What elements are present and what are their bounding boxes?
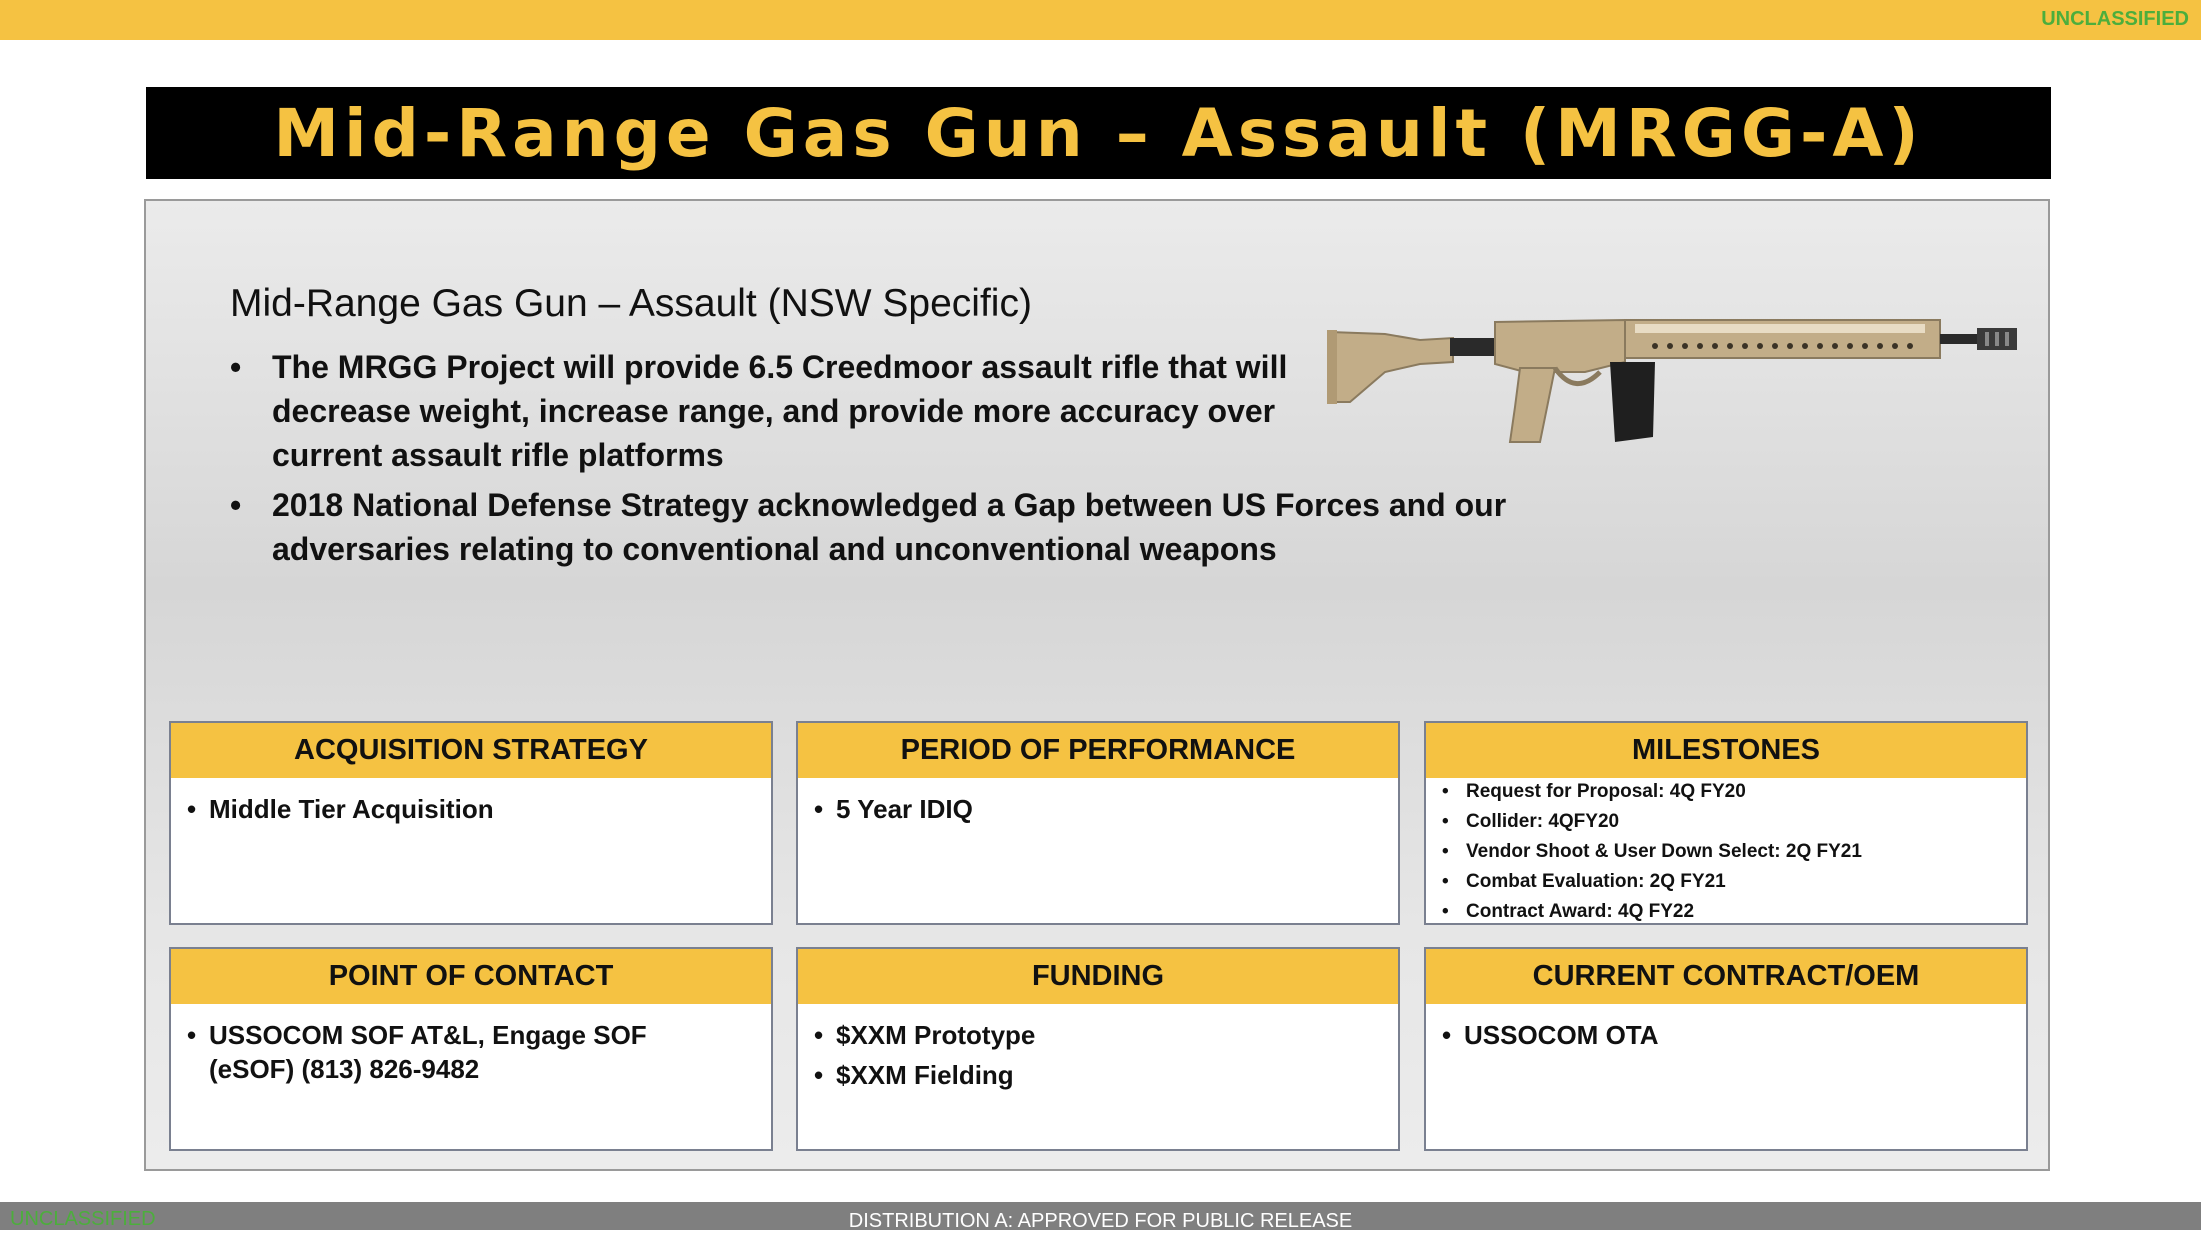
distribution-statement: DISTRIBUTION A: APPROVED FOR PUBLIC RELEASE	[848, 1210, 1353, 1232]
milestones-box	[1424, 721, 2028, 925]
current-contract-box	[1424, 947, 2028, 1151]
acquisition-strategy-list	[171, 778, 771, 826]
period-of-performance-box	[796, 721, 1400, 925]
list-item: • $XXM Prototype	[814, 1018, 1398, 1052]
funding-box	[796, 947, 1400, 1151]
current-contract-heading: CURRENT CONTRACT/OEM	[1426, 949, 2026, 1004]
milestones-list	[1426, 778, 2026, 924]
overview-bullet-text: 2018 National Defense Strategy acknowledged a Gap between US Forces and our adversaries relating to conventional and unconventional weapons	[272, 487, 1507, 567]
point-of-contact-list	[171, 1004, 771, 1086]
overview-bullet-text: The MRGG Project will provide 6.5 Creedmoor assault rifle that will decrease weight, increase range, and provide more accuracy over current assault rifle platforms	[272, 349, 1288, 473]
overview-subtitle: Mid-Range Gas Gun – Assault (NSW Specific)	[230, 282, 1032, 325]
list-item: • Combat Evaluation: 2Q FY21	[1442, 870, 2026, 894]
period-of-performance-heading: PERIOD OF PERFORMANCE	[798, 723, 1398, 778]
list-item: • $XXM Fielding	[814, 1058, 1398, 1092]
list-item: • Vendor Shoot & User Down Select: 2Q FY21	[1442, 840, 2026, 864]
list-item: • USSOCOM SOF AT&L, Engage SOF (eSOF) (813) 826-9482	[187, 1018, 729, 1086]
page-title: Mid-Range Gas Gun – Assault (MRGG-A)	[273, 94, 1924, 172]
acquisition-strategy-box	[169, 721, 773, 925]
overview-bullet	[230, 483, 1572, 571]
bullet-icon: •	[230, 487, 242, 523]
list-item: • Middle Tier Acquisition	[187, 792, 771, 826]
title-banner	[146, 87, 2051, 179]
milestones-heading: MILESTONES	[1426, 723, 2026, 778]
classification-marking-bottom: UNCLASSIFIED	[10, 1208, 156, 1230]
acquisition-strategy-heading: ACQUISITION STRATEGY	[171, 723, 771, 778]
bullet-icon: •	[230, 349, 242, 385]
classification-marking-top: UNCLASSIFIED	[2041, 8, 2189, 30]
list-item: • Request for Proposal: 4Q FY20	[1442, 780, 2026, 804]
list-item: • Collider: 4QFY20	[1442, 810, 2026, 834]
funding-list	[798, 1004, 1398, 1092]
overview-bullet	[230, 345, 1322, 477]
point-of-contact-heading: POINT OF CONTACT	[171, 949, 771, 1004]
list-item: • Contract Award: 4Q FY22	[1442, 900, 2026, 924]
rifle-image	[1325, 302, 2025, 482]
list-item: • USSOCOM OTA	[1442, 1018, 2026, 1052]
list-item: • 5 Year IDIQ	[814, 792, 1398, 826]
funding-heading: FUNDING	[798, 949, 1398, 1004]
current-contract-list	[1426, 1004, 2026, 1052]
top-classification-bar	[0, 0, 2201, 40]
point-of-contact-box	[169, 947, 773, 1151]
period-of-performance-list	[798, 778, 1398, 826]
